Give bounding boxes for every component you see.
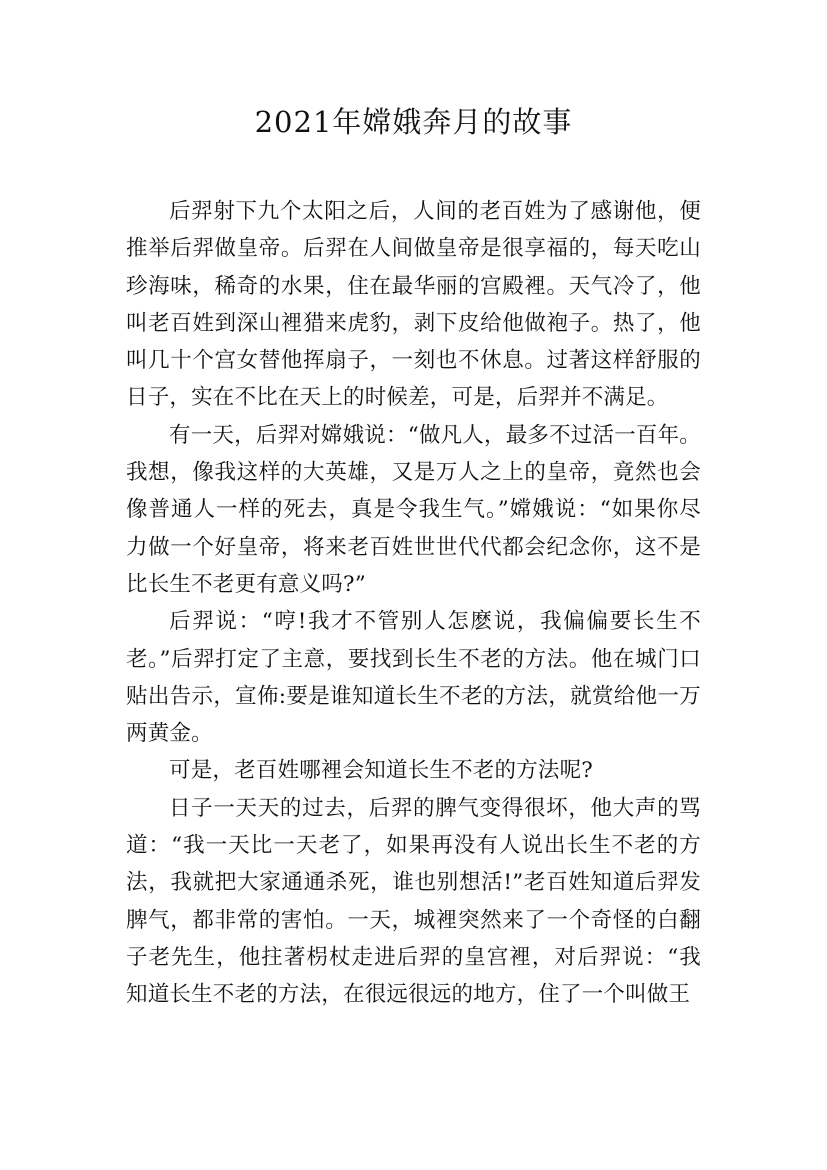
paragraph: 后羿说：“哼!我才不管别人怎麽说，我偏偏要长生不老。”后羿打定了主意，要找到长生不老的方法。他在城门口贴出告示，宣佈:要是谁知道长生不老的方法，就赏给他一万两黄金。 — [126, 609, 701, 747]
paragraph: 日子一天天的过去，后羿的脾气变得很坏，他大声的骂道：“我一天比一天老了，如果再没有人说出长生不老的方法，我就把大家通通杀死，谁也别想活!”老百姓知道后羿发脾气，都非常的害怕。一天，城裡突然来了一个奇怪的白翻子老先生，他拄著枴杖走进后羿的皇宫裡，对后羿说：“我知道长生不老的方法，在很远很远的地方，住了一个叫做王 — [126, 795, 701, 1008]
document-body — [126, 193, 701, 1014]
paragraph: 后羿射下九个太阳之后，人间的老百姓为了感谢他，便推举后羿做皇帝。后羿在人间做皇帝是很享福的，每天吃山珍海味，稀奇的水果，住在最华丽的宫殿裡。天气冷了，他叫老百姓到深山裡猎来虎豹，剥下皮给他做袍子。热了，他叫几十个宫女替他挥扇子，一刻也不休息。过著这样舒服的日子，实在不比在天上的时候差，可是，后羿并不满足。 — [126, 199, 701, 411]
document-title: 2021年嫦娥奔月的故事 — [254, 105, 573, 139]
paragraph: 可是，老百姓哪裡会知道长生不老的方法呢? — [169, 758, 594, 784]
paragraph: 有一天，后羿对嫦娥说：“做凡人，最多不过活一百年。我想，像我这样的大英雄，又是万人之上的皇帝，竟然也会像普通人一样的死去，真是令我生气。”嫦娥说：“如果你尽力做一个好皇帝，将来老百姓世世代代都会纪念你，这不是比长生不老更有意义吗?” — [126, 422, 701, 597]
